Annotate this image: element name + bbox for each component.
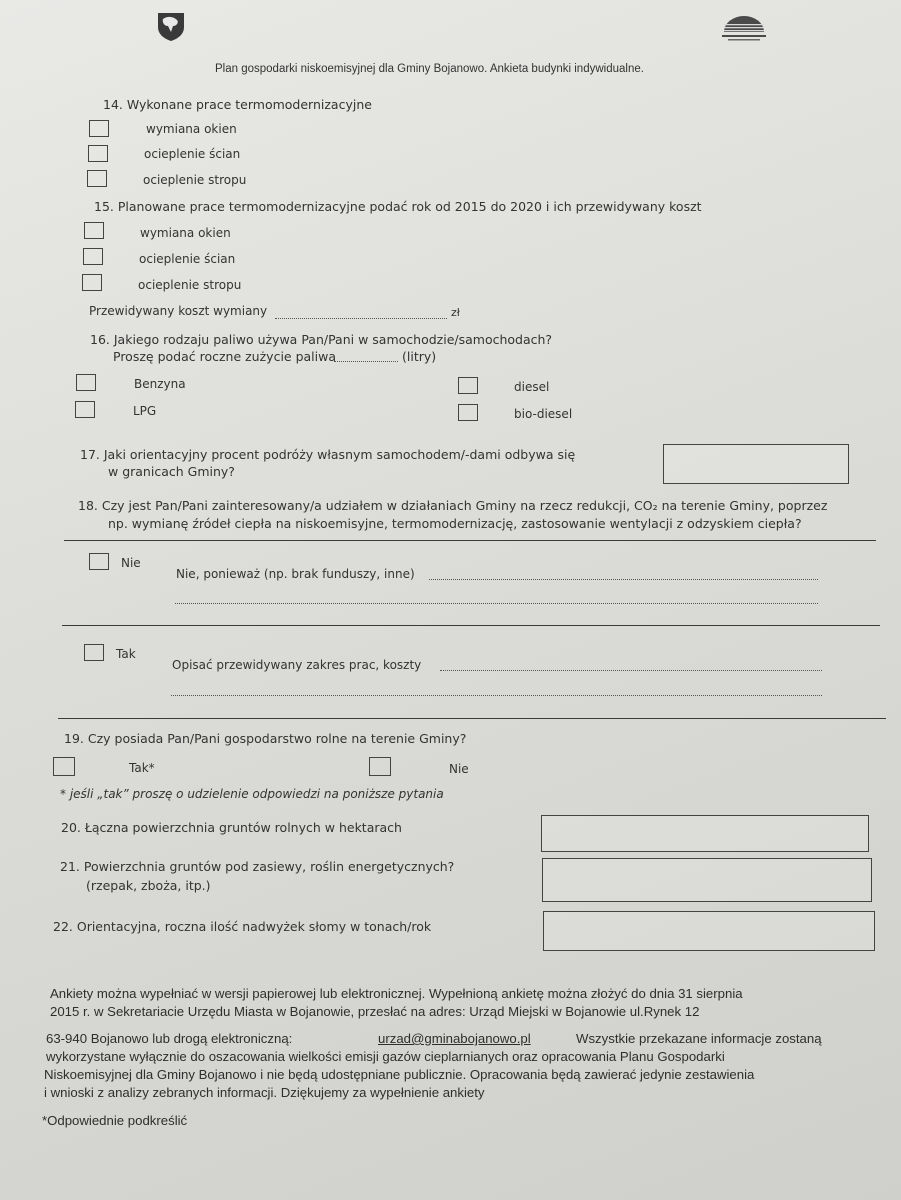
- q15-option-label: ocieplenie ścian: [139, 252, 236, 266]
- q16-option-label: bio-diesel: [514, 407, 573, 421]
- footer-text-line: 63-940 Bojanowo lub drogą elektroniczną:: [46, 1031, 293, 1046]
- q16-label: 16. Jakiego rodzaju paliwo używa Pan/Pani w samochodzie/samochodach?: [90, 332, 553, 347]
- footer-text-line: 2015 r. w Sekretariacie Urzędu Miasta w Bojanowie, przesłać na adres: Urząd Miejski w Bojanowie ul.Rynek 12: [50, 1004, 700, 1019]
- q18-yes-reason-label: Opisać przewidywany zakres prac, koszty: [172, 658, 422, 672]
- q16-fuel-consumption-input-line[interactable]: [334, 361, 398, 362]
- q18-yes-reason-input-line-2[interactable]: [171, 695, 822, 696]
- q16-option-label: LPG: [133, 404, 157, 418]
- q19-label: 19. Czy posiada Pan/Pani gospodarstwo rolne na terenie Gminy?: [64, 731, 467, 746]
- q18-no-reason-label: Nie, ponieważ (np. brak funduszy, inne): [176, 567, 415, 581]
- q16-option-label: Benzyna: [134, 377, 186, 391]
- q16-petrol-checkbox[interactable]: [76, 374, 96, 391]
- q18-label-line1: 18. Czy jest Pan/Pani zainteresowany/a udziałem w działaniach Gminy na rzecz redukcji, CO₂ na terenie Gminy, poprzez: [78, 498, 828, 513]
- q15-window-replacement-checkbox[interactable]: [84, 222, 104, 239]
- q16-biodiesel-checkbox[interactable]: [458, 404, 478, 421]
- q18-no-checkbox[interactable]: [89, 553, 109, 570]
- q16-sub-unit: (litry): [402, 349, 437, 364]
- q18-yes-reason-input-line[interactable]: [440, 670, 822, 671]
- q16-option-label: diesel: [514, 380, 550, 394]
- q16-diesel-checkbox[interactable]: [458, 377, 478, 394]
- q14-option-label: ocieplenie stropu: [143, 173, 247, 187]
- q15-cost-label: Przewidywany koszt wymiany: [89, 304, 268, 318]
- q22-label: 22. Orientacyjna, roczna ilość nadwyżek słomy w tonach/rok: [53, 919, 432, 934]
- q15-cost-input-line[interactable]: [275, 318, 447, 319]
- q21-label-line2: (rzepak, zboża, itp.): [86, 878, 211, 893]
- q18-no-reason-input-line-2[interactable]: [175, 603, 818, 604]
- q19-no-checkbox[interactable]: [369, 757, 391, 776]
- q16-sub-label: Proszę podać roczne zużycie paliwa: [113, 349, 336, 364]
- q15-label: 15. Planowane prace termomodernizacyjne podać rok od 2015 do 2020 i ich przewidywany koszt: [94, 199, 702, 214]
- q16-lpg-checkbox[interactable]: [75, 401, 95, 418]
- q15-wall-insulation-checkbox[interactable]: [83, 248, 103, 265]
- q14-window-replacement-checkbox[interactable]: [89, 120, 109, 137]
- q20-label: 20. Łączna powierzchnia gruntów rolnych w hektarach: [61, 820, 402, 835]
- q14-wall-insulation-checkbox[interactable]: [88, 145, 108, 162]
- divider: [62, 625, 880, 626]
- contact-email-link[interactable]: urzad@gminabojanowo.pl: [378, 1031, 531, 1046]
- q17-label-line2: w granicach Gminy?: [108, 464, 235, 479]
- q21-answer-box[interactable]: [542, 858, 872, 902]
- footer-note: *Odpowiednie podkreślić: [42, 1113, 188, 1128]
- q20-answer-box[interactable]: [541, 815, 869, 852]
- q15-option-label: ocieplenie stropu: [138, 278, 242, 292]
- form-title: Plan gospodarki niskoemisyjnej dla Gminy Bojanowo. Ankieta budynki indywidualne.: [215, 63, 644, 75]
- q18-label-line2: np. wymianę źródeł ciepła na niskoemisyjne, termomodernizację, zastosowanie wentylacji z odzyskiem ciepła?: [108, 516, 802, 531]
- q22-answer-box[interactable]: [543, 911, 875, 951]
- q19-no-label: Nie: [449, 762, 469, 776]
- q18-yes-checkbox[interactable]: [84, 644, 104, 661]
- q15-option-label: wymiana okien: [140, 226, 231, 240]
- q14-ceiling-insulation-checkbox[interactable]: [87, 170, 107, 187]
- footer-text-line: Ankiety można wypełniać w wersji papierowej lub elektronicznej. Wypełnioną ankietę można złożyć do dnia 31 sierpnia: [50, 986, 743, 1001]
- q18-no-reason-input-line[interactable]: [429, 579, 818, 580]
- footer-text-line: Niskoemisyjnej dla Gminy Bojanowo i nie będą udostępniane publicznie. Opracowania będą zawierać jedynie zestawienia: [44, 1067, 755, 1082]
- q21-label-line1: 21. Powierzchnia gruntów pod zasiewy, roślin energetycznych?: [60, 859, 455, 874]
- divider: [58, 718, 886, 719]
- q17-label-line1: 17. Jaki orientacyjny procent podróży własnym samochodem/-dami odbywa się: [80, 447, 576, 462]
- q19-yes-checkbox[interactable]: [53, 757, 75, 776]
- q14-option-label: ocieplenie ścian: [144, 147, 241, 161]
- footer-text-line: Wszystkie przekazane informacje zostaną: [576, 1031, 822, 1046]
- q14-option-label: wymiana okien: [146, 122, 237, 136]
- q19-note: * jeśli „tak” proszę o udzielenie odpowiedzi na poniższe pytania: [60, 787, 444, 801]
- q15-cost-unit: zł: [451, 306, 460, 319]
- footer-text-line: i wnioski z analizy zebranych informacji. Dziękujemy za wypełnienie ankiety: [44, 1085, 485, 1100]
- footer-text-line: wykorzystane wyłącznie do oszacowania wielkości emisji gazów cieplarnianych oraz opracowania Planu Gospodarki: [46, 1049, 725, 1064]
- q19-yes-label: Tak*: [129, 761, 155, 775]
- q18-yes-label: Tak: [116, 647, 136, 661]
- partner-logo: [720, 14, 768, 42]
- bojanowo-coat-of-arms-logo: [155, 10, 187, 42]
- q15-ceiling-insulation-checkbox[interactable]: [82, 274, 102, 291]
- q14-label: 14. Wykonane prace termomodernizacyjne: [103, 97, 372, 112]
- divider: [64, 540, 876, 541]
- q18-no-label: Nie: [121, 556, 141, 570]
- q17-answer-box[interactable]: [663, 444, 849, 484]
